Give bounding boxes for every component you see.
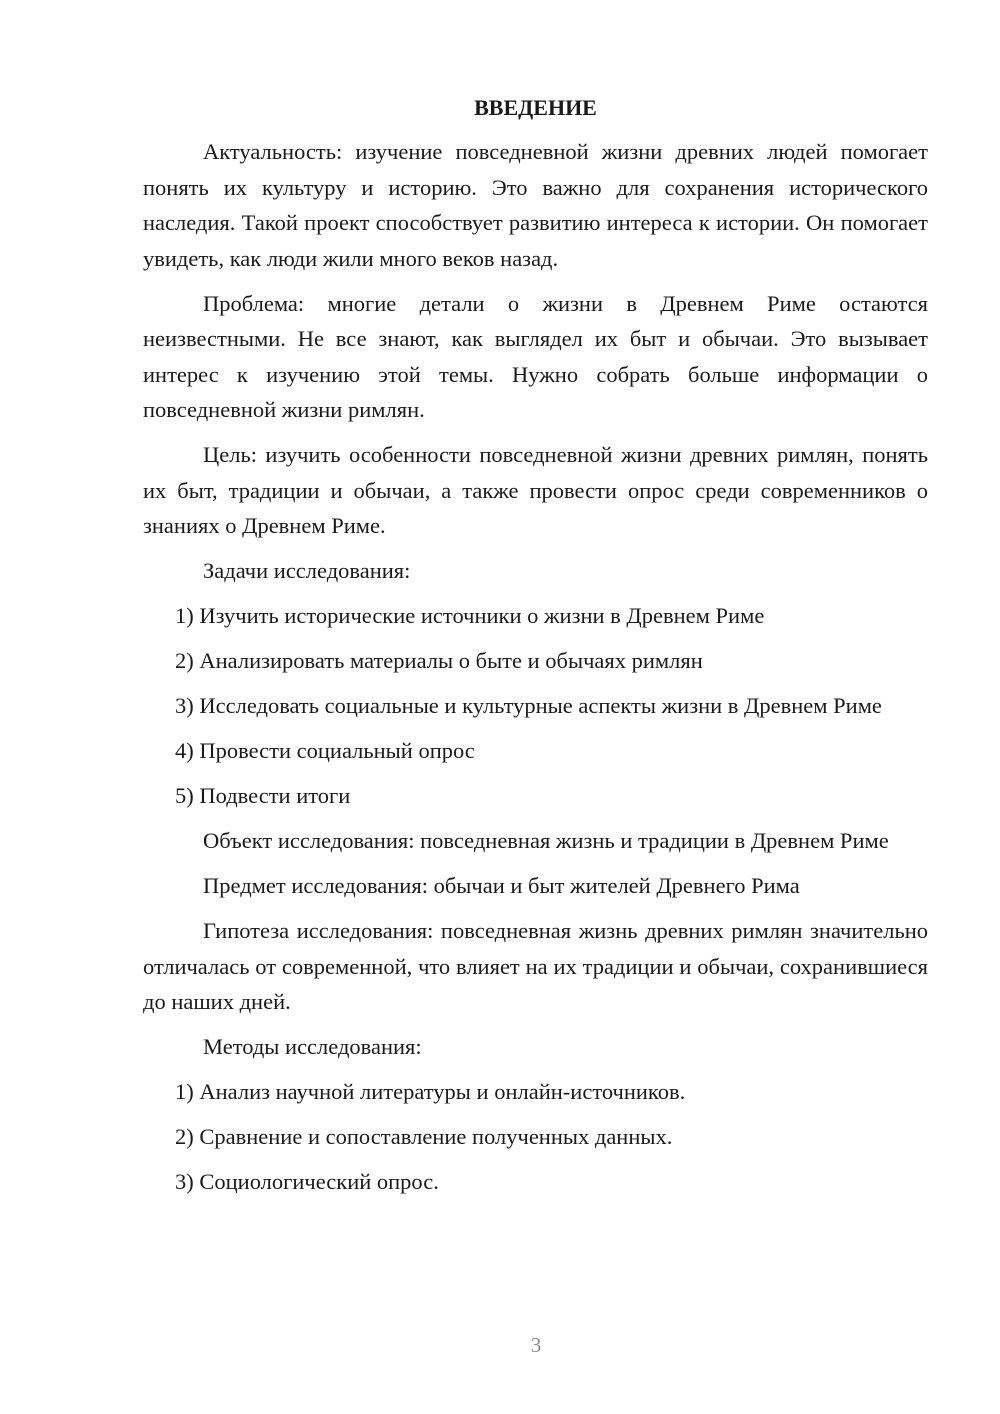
task-item: 2) Анализировать материалы о быте и обычаях римлян (175, 648, 703, 673)
page-number: 3 (530, 1333, 542, 1357)
task-item: 3) Исследовать социальные и культурные аспекты жизни в Древнем Риме (175, 693, 882, 718)
subject-paragraph: Предмет исследования: обычаи и быт жителей Древнего Рима (203, 873, 800, 898)
task-item: 4) Провести социальный опрос (175, 738, 475, 763)
problem-paragraph: Проблема: многие детали о жизни в Древнем Риме остаются неизвестными. Не все знают, как выглядел их быт и обычаи. Это вызывает интерес к изучению этой темы. Нужно собрать больше информации о повседневной жизни римлян. (143, 290, 928, 422)
tasks-heading: Задачи исследования: (203, 558, 411, 583)
goal-paragraph: Цель: изучить особенности повседневной жизни древних римлян, понять их быт, традиции и обычаи, а также провести опрос среди современников о знаниях о Древнем Риме. (143, 442, 928, 538)
method-item: 1) Анализ научной литературы и онлайн-источников. (175, 1079, 686, 1104)
task-item: 1) Изучить исторические источники о жизни в Древнем Риме (175, 603, 765, 628)
methods-heading: Методы исследования: (203, 1034, 422, 1059)
object-paragraph: Объект исследования: повседневная жизнь и традиции в Древнем Риме (203, 828, 889, 853)
section-heading: ВВЕДЕНИЕ (474, 95, 597, 120)
method-item: 3) Социологический опрос. (175, 1169, 439, 1194)
task-item: 5) Подвести итоги (175, 783, 351, 808)
hypothesis-paragraph: Гипотеза исследования: повседневная жизнь древних римлян значительно отличалась от современной, что влияет на их традиции и обычаи, сохранившиеся до наших дней. (143, 918, 928, 1014)
method-item: 2) Сравнение и сопоставление полученных данных. (175, 1124, 673, 1149)
relevance-paragraph: Актуальность: изучение повседневной жизни древних людей помогает понять их культуру и историю. Это важно для сохранения исторического наследия. Такой проект способствует развитию интереса к истории. Он помогает увидеть, как люди жили много веков назад. (143, 139, 928, 271)
document-page (143, 90, 928, 1209)
